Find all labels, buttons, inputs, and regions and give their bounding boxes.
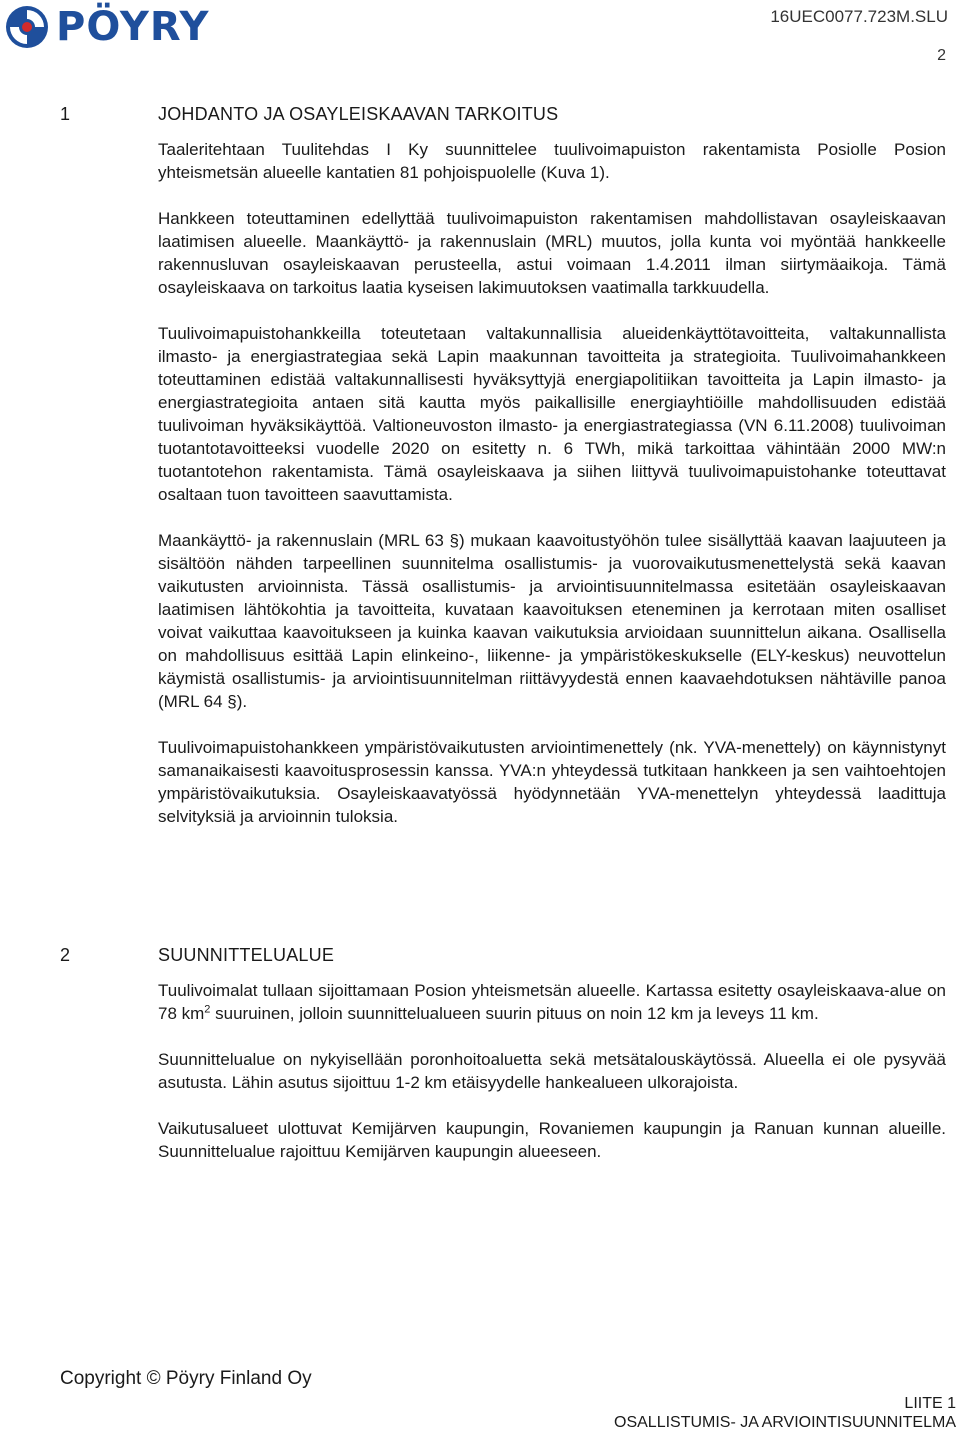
section-2-body — [158, 979, 946, 1186]
page-footer — [614, 1394, 956, 1432]
company-logo — [4, 4, 209, 50]
section-2-heading — [60, 945, 334, 966]
page-number: 2 — [937, 47, 946, 64]
section-1-body — [158, 138, 946, 851]
poyry-emblem-icon — [4, 4, 50, 50]
section-number: 2 — [60, 945, 71, 965]
section-1-heading — [60, 104, 558, 125]
section-number: 1 — [60, 104, 71, 124]
text-run: suuruinen, jolloin suunnittelualueen suurin pituus on noin 12 km ja leveys 11 km. — [210, 1004, 819, 1023]
paragraph: Hankkeen toteuttaminen edellyttää tuulivoimapuiston rakentamisen mahdollistavan osayleiskaavan laatimisen alueelle. Maankäyttö- ja rakennuslain (MRL) muutos, jolla kunta voi myöntää hankkeelle rakennusluvan osayleiskaavan perusteella, astui voimaan 1.4.2011 ilman siirtymäaikoja. Tämä osayleiskaava on tarkoitus laatia kyseisen lakimuutoksen vaatimalla tarkkuudella. — [158, 209, 946, 297]
appendix-label: LIITE 1 — [904, 1395, 956, 1412]
paragraph: Maankäyttö- ja rakennuslain (MRL 63 §) mukaan kaavoitustyöhön tulee sisällyttää kaavan laajuuteen ja sisältöön nähden tarpeellinen suunnitelma osallistumis- ja vuorovaikutusmenettelystä sekä kaavan vaikutusten arvioinnista. Tässä osallistumis- ja arviointisuunnitelmassa esitetään osayleiskaavan laatimisen lähtökohtia ja tavoitteita, kuvataan kaavoituksen eteneminen ja kerrotaan miten osalliset voivat vaikuttaa kaavoitukseen ja kuinka kaavan vaikutuksia arvioidaan suunnittelun aikana. Osallisella on mahdollisuus esittää Lapin elinkeino-, liikenne- ja ympäristökeskukselle (ELY-keskus) neuvottelun käymistä osallistumis- ja arviointisuunnitelman riittävyydestä ennen kaavaehdotuksen nähtäville panoa (MRL 64 §). — [158, 531, 946, 711]
superscript: 2 — [204, 1003, 211, 1016]
paragraph: Vaikutusalueet ulottuvat Kemijärven kaupungin, Rovaniemen kaupungin ja Ranuan kunnan alueille. Suunnittelualue rajoittuu Kemijärven kaupungin alueeseen. — [158, 1119, 946, 1161]
section-title: SUUNNITTELUALUE — [158, 945, 335, 965]
paragraph: Taaleritehtaan Tuulitehdas I Ky suunnittelee tuulivoimapuiston rakentamista Posiolle Posion yhteismetsän alueelle kantatien 81 pohjoispuolelle (Kuva 1). — [158, 140, 946, 182]
copyright-notice: Copyright © Pöyry Finland Oy — [60, 1368, 312, 1389]
logo-text: PÖYRY — [56, 4, 210, 50]
section-title: JOHDANTO JA OSAYLEISKAAVAN TARKOITUS — [158, 104, 559, 124]
document-code: 16UEC0077.723M.SLU — [770, 7, 948, 26]
paragraph: Tuulivoimapuistohankkeilla toteutetaan valtakunnallisia alueidenkäyttötavoitteita, valtakunnallista ilmasto- ja energiastrategiaa sekä Lapin maakunnan tavoitteita ja strategioita. Tuulivoimahankkeen toteuttaminen edistää valtakunnallisesti hyväksyttyjä energiapolitiikan tavoitteita ja Lapin ilmasto- ja energiastrategioita antaen sitä kautta myös paikallisille energiayhtiöille mahdollisuuden edistää tuulivoiman hyväksikäyttöä. Valtioneuvoston ilmasto- ja energiastrategiassa (VN 6.11.2008) tuulivoiman tuotantotavoitteeksi vuodelle 2020 on esitetty n. 6 TWh, mikä tarkoittaa vähintään 2000 MW:n tuotantotehon rakentamista. Tämä osayleiskaava ja siihen liittyvä tuulivoimapuistohanke toteuttavat osaltaan tuon tavoitteen saavuttamista. — [158, 324, 946, 504]
text-run: Tuulivoimalat tullaan sijoittamaan Posion yhteismetsän alueelle. Kartassa esitetty osayleiskaava-alue on 78 km — [158, 981, 946, 1023]
paragraph — [158, 979, 946, 1025]
document-title: OSALLISTUMIS- JA ARVIOINTISUUNNITELMA — [614, 1414, 956, 1431]
paragraph: Suunnittelualue on nykyisellään poronhoitoaluetta sekä metsätalouskäytössä. Alueella ei ole pysyvää asutusta. Lähin asutus sijoittuu 1-2 km etäisyydelle hankealueen ulkorajoista. — [158, 1050, 946, 1092]
paragraph: Tuulivoimapuistohankkeen ympäristövaikutusten arviointimenettely (nk. YVA-menettely) on käynnistynyt samanaikaisesti kaavoitusprosessin kanssa. YVA:n yhteydessä tutkitaan hankkeen ja sen vaihtoehtojen ympäristövaikutuksia. Osayleiskaavatyössä hyödynnetään YVA-menettelyn yhteydessä laadittuja selvityksiä ja arvioinnin tuloksia. — [158, 738, 946, 826]
